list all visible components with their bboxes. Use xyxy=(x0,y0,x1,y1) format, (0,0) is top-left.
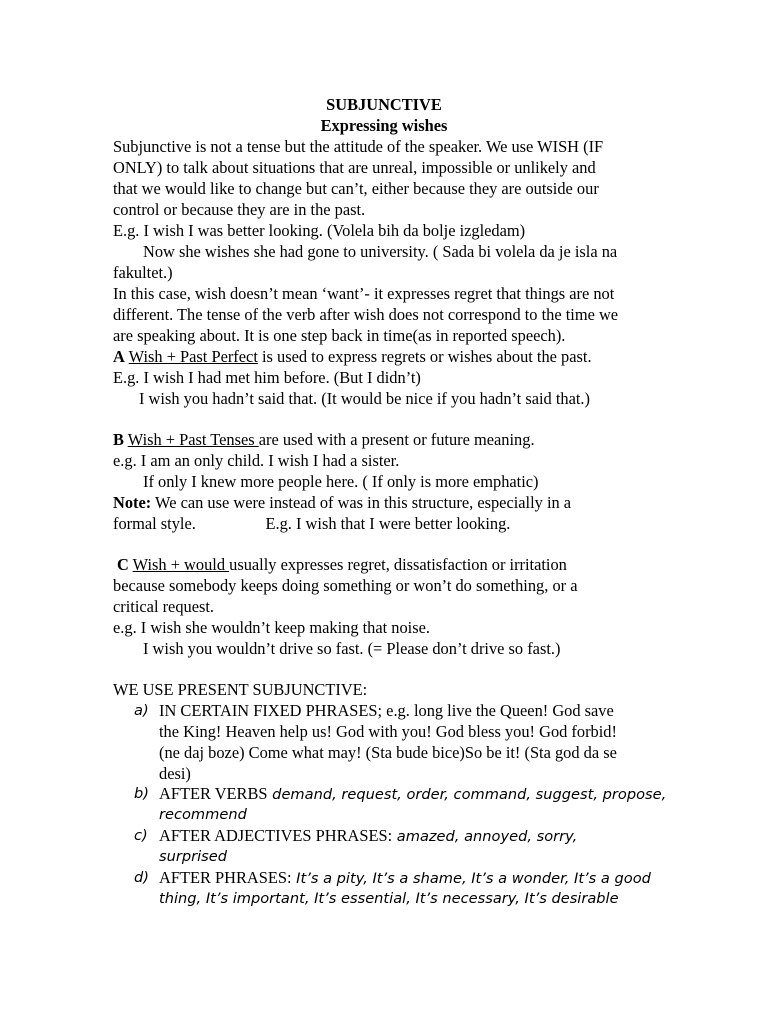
example-line: e.g. I am an only child. I wish I had a sister. xyxy=(113,451,400,470)
list-item-line xyxy=(159,867,651,889)
intro-line: ONLY) to talk about situations that are unreal, impossible or unlikely and xyxy=(113,158,596,177)
example-line: fakultet.) xyxy=(113,263,173,282)
example-line: Now she wishes she had gone to university. ( Sada bi volela da je isla na xyxy=(143,242,618,261)
section-rule-text: usually expresses regret, dissatisfaction or irritation xyxy=(229,555,567,574)
section-c-line: critical request. xyxy=(113,597,215,616)
list-item-examples: surprised xyxy=(159,848,228,865)
section-b-heading xyxy=(113,429,535,450)
intro-line: Subjunctive is not a tense but the attitude of the speaker. We use WISH (IF xyxy=(113,137,604,156)
list-item-label: AFTER ADJECTIVES PHRASES: xyxy=(159,826,393,845)
list-item-line: the King! Heaven help us! God with you! God bless you! God forbid! xyxy=(159,722,617,741)
list-item-line: desi) xyxy=(159,764,191,783)
list-item-examples: It’s a pity, It’s a shame, It’s a wonder, It’s a good xyxy=(291,870,651,887)
intro-line: that we would like to change but can’t, either because they are outside our xyxy=(113,179,599,198)
example-line: E.g. I wish I was better looking. (Volela bih da bolje izgledam) xyxy=(113,221,526,240)
example-line: I wish you wouldn’t drive so fast. (= Please don’t drive so fast.) xyxy=(143,639,561,658)
present-subjunctive-heading: WE USE PRESENT SUBJUNCTIVE: xyxy=(113,680,368,699)
section-rule: Wish + would xyxy=(132,555,230,574)
list-item-examples: demand, request, order, command, suggest, propose, xyxy=(267,786,667,803)
example-line: If only I knew more people here. ( If only is more emphatic) xyxy=(143,472,539,491)
note-line: formal style. E.g. I wish that I were better looking. xyxy=(113,514,511,533)
example-line: E.g. I wish I had met him before. (But I didn’t) xyxy=(113,368,421,387)
list-marker: a) xyxy=(134,702,149,719)
list-item-label: AFTER PHRASES: xyxy=(159,868,292,887)
list-item-line xyxy=(159,783,666,805)
section-rule: Wish + Past Perfect xyxy=(128,347,258,366)
section-letter: C xyxy=(117,555,129,574)
list-marker: b) xyxy=(134,785,149,802)
list-item-examples: recommend xyxy=(159,806,247,823)
example-line: e.g. I wish she wouldn’t keep making that noise. xyxy=(113,618,430,637)
list-item-line: (ne daj boze) Come what may! (Sta bude bice)So be it! (Sta god da se xyxy=(159,743,617,762)
list-marker: c) xyxy=(134,827,148,844)
section-a-heading xyxy=(113,346,592,367)
section-rule-text: is used to express regrets or wishes about the past. xyxy=(257,347,592,366)
explanation-line: In this case, wish doesn’t mean ‘want’- it expresses regret that things are not xyxy=(113,284,615,303)
list-marker: d) xyxy=(134,869,149,886)
section-letter: A xyxy=(113,347,125,366)
list-item-label: AFTER VERBS xyxy=(159,784,268,803)
section-letter: B xyxy=(113,430,124,449)
note-line xyxy=(113,492,571,513)
page-subtitle: Expressing wishes xyxy=(320,116,448,135)
section-c-heading xyxy=(117,554,567,575)
list-item-examples: thing, It’s important, It’s essential, It’s necessary, It’s desirable xyxy=(159,890,619,907)
list-item-line xyxy=(159,825,577,847)
note-text: We can use were instead of was in this structure, especially in a xyxy=(151,493,572,512)
intro-line: control or because they are in the past. xyxy=(113,200,366,219)
example-line: I wish you hadn’t said that. (It would be nice if you hadn’t said that.) xyxy=(139,389,590,408)
page-title: SUBJUNCTIVE xyxy=(326,95,442,114)
section-rule-text: are used with a present or future meaning. xyxy=(258,430,535,449)
section-c-line: because somebody keeps doing something or won’t do something, or a xyxy=(113,576,578,595)
explanation-line: different. The tense of the verb after wish does not correspond to the time we xyxy=(113,305,619,324)
list-item-examples: amazed, annoyed, sorry, xyxy=(392,828,578,845)
explanation-line: are speaking about. It is one step back in time(as in reported speech). xyxy=(113,326,566,345)
list-item-line: IN CERTAIN FIXED PHRASES; e.g. long live the Queen! God save xyxy=(159,701,614,720)
section-rule: Wish + Past Tenses xyxy=(127,430,259,449)
note-label: Note: xyxy=(113,493,152,512)
